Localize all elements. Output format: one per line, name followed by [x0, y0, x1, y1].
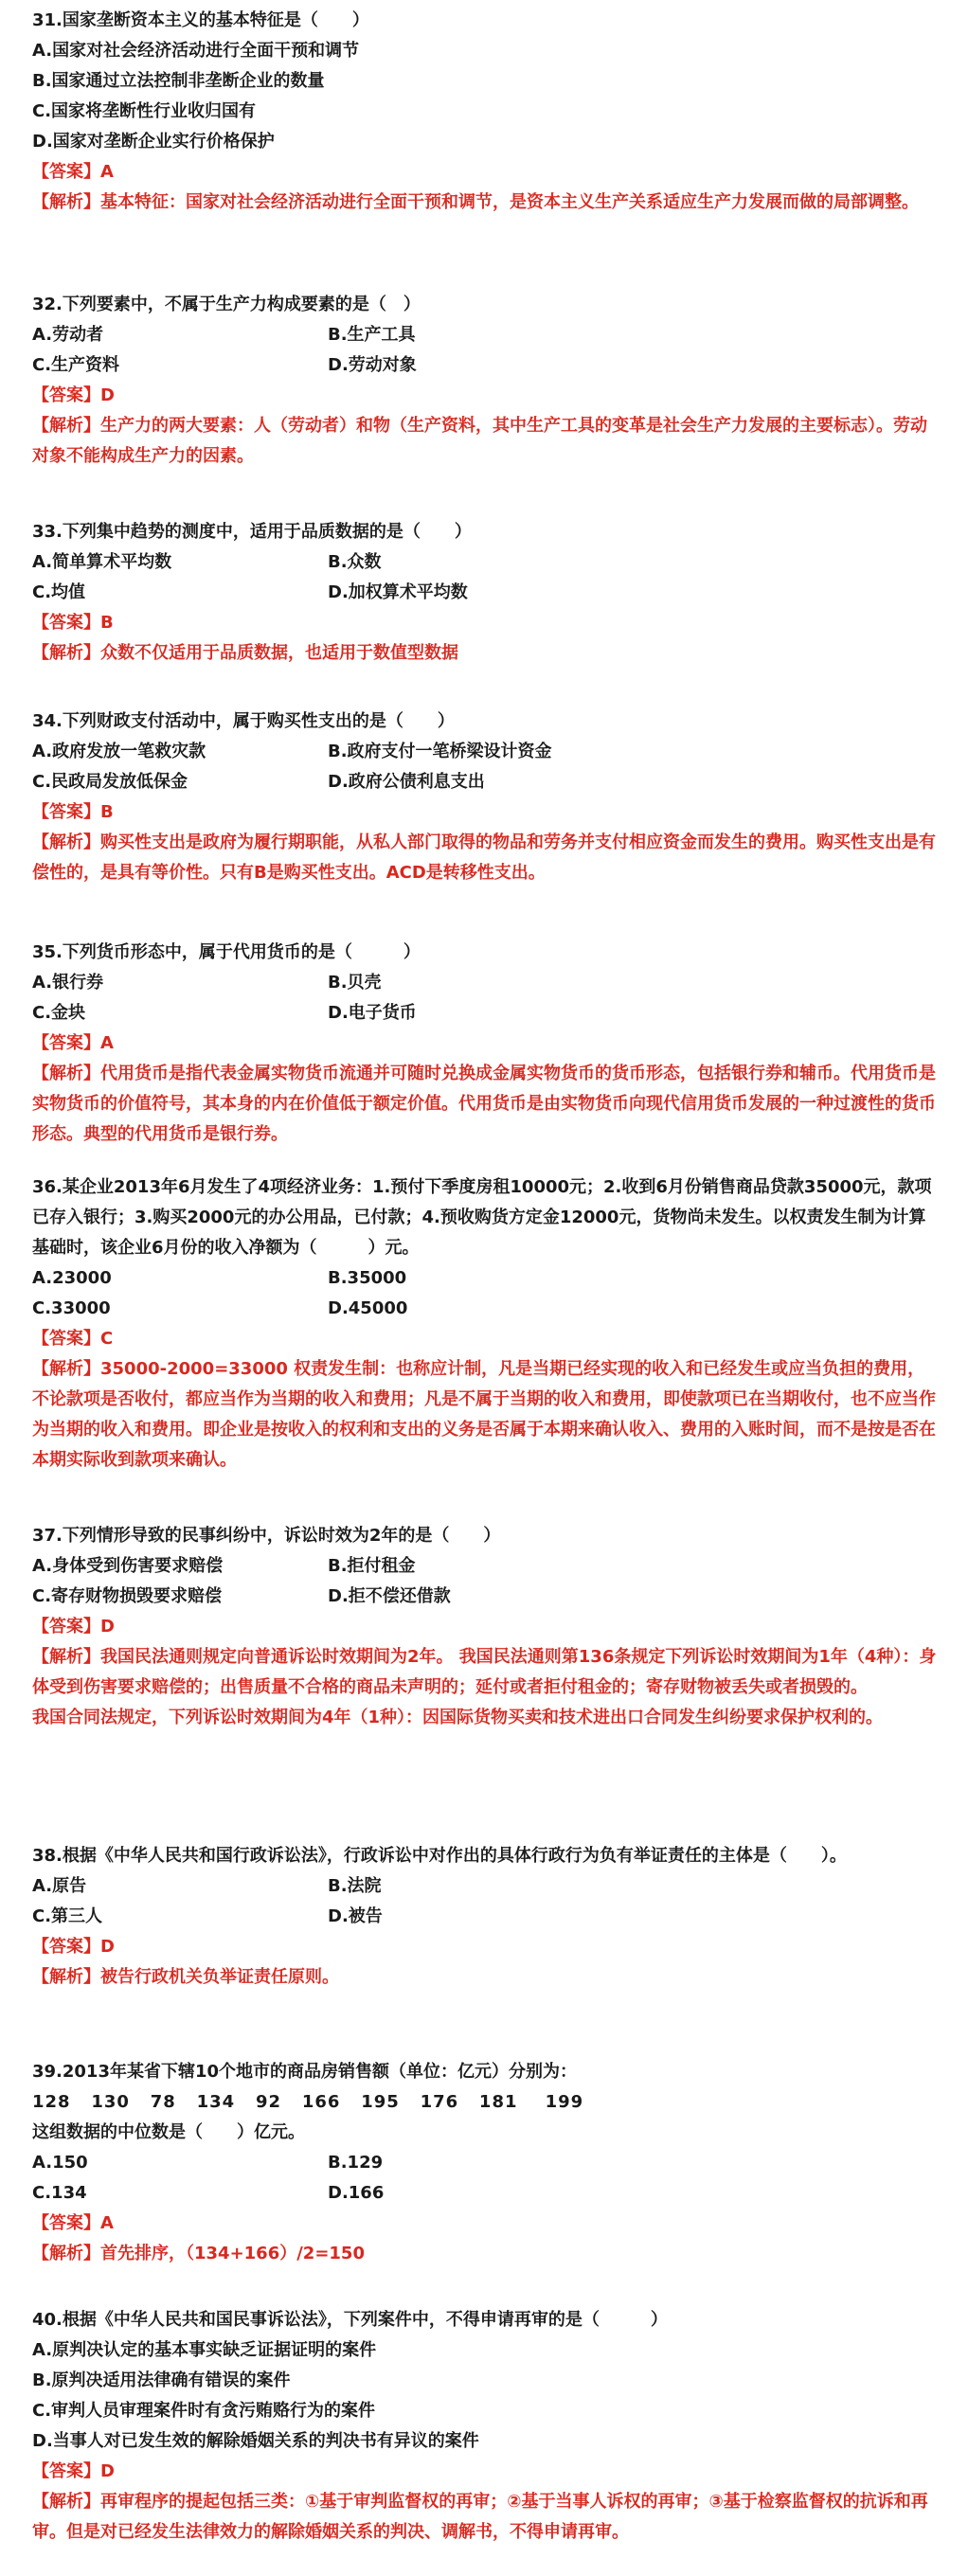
analysis: 【解析】基本特征：国家对社会经济活动进行全面干预和调节，是资本主义生产关系适应生产力发展而做的局部调整。	[32, 192, 919, 212]
option-c: C.第三人	[32, 1906, 103, 1926]
option-a: A.国家对社会经济活动进行全面干预和调节	[32, 41, 360, 61]
data-values: 128 130 78 134 92 166 195 176 181 199	[32, 2092, 584, 2112]
answer: 【答案】D	[32, 2461, 115, 2481]
option-d: D.45000	[328, 1298, 408, 1318]
option-b: B.拒付租金	[328, 1556, 416, 1576]
answer: 【答案】C	[32, 1329, 114, 1349]
answer: 【答案】D	[32, 385, 115, 405]
option-a: A.身体受到伤害要求赔偿	[32, 1556, 224, 1576]
option-c: C.国家将垄断性行业收归国有	[32, 101, 257, 121]
option-d: D.劳动对象	[328, 355, 417, 375]
answer: 【答案】B	[32, 802, 114, 822]
option-d: D.国家对垄断企业实行价格保护	[32, 132, 275, 152]
question-stem: 34.下列财政支付活动中，属于购买性支出的是（ ）	[32, 711, 455, 731]
analysis-continued: 我国合同法规定，下列诉讼时效期间为4年（1种）：因国际货物买卖和技术进出口合同发生纠纷要求保护权利的。	[32, 1708, 884, 1727]
question-stem: 32.下列要素中，不属于生产力构成要素的是（ ）	[32, 295, 421, 314]
option-b: B.众数	[328, 552, 382, 572]
answer: 【答案】A	[32, 1033, 114, 1053]
analysis: 【解析】生产力的两大要素：人（劳动者）和物（生产资料，其中生产工具的变革是社会生产力发展的主要标志）。劳动对象不能构成生产力的因素。	[32, 416, 927, 466]
option-b: B.原判决适用法律确有错误的案件	[32, 2370, 291, 2390]
option-a: A.原判决认定的基本事实缺乏证据证明的案件	[32, 2340, 377, 2360]
question-stem: 38.根据《中华人民共和国行政诉讼法》，行政诉讼中对作出的具体行政行为负有举证责任的主体是（ ）。	[32, 1846, 847, 1866]
analysis: 【解析】购买性支出是政府为履行期职能，从私人部门取得的物品和劳务并支付相应资金而发生的费用。购买性支出是有偿性的，是具有等价性。只有B是购买性支出。ACD是转移性支出。	[32, 832, 936, 883]
option-c: C.134	[32, 2183, 87, 2203]
option-b: B.35000	[328, 1268, 407, 1288]
option-a: A.政府发放一笔救灾款	[32, 742, 206, 761]
question-32	[32, 290, 941, 472]
option-d: D.166	[328, 2183, 385, 2203]
option-c: C.民政局发放低保金	[32, 772, 188, 792]
option-a: A.原告	[32, 1876, 87, 1896]
option-c: C.审判人员审理案件时有贪污贿赂行为的案件	[32, 2401, 376, 2421]
question-39	[32, 2057, 941, 2269]
question-stem: 39.2013年某省下辖10个地市的商品房销售额（单位：亿元）分别为：	[32, 2062, 578, 2082]
question-40	[32, 2305, 941, 2548]
option-c: C.金块	[32, 1003, 86, 1023]
question-38	[32, 1841, 941, 1993]
question-stem: 35.下列货币形态中，属于代用货币的是（ ）	[32, 942, 421, 962]
question-31	[32, 6, 941, 218]
option-a: A.150	[32, 2153, 88, 2173]
option-a: A.劳动者	[32, 325, 104, 345]
question-36	[32, 1172, 941, 1476]
analysis: 【解析】被告行政机关负举证责任原则。	[32, 1967, 339, 1987]
question-stem: 36.某企业2013年6月发生了4项经济业务：1.预付下季度房租10000元；2.收到6月份销售商品贷款35000元，款项已存入银行；3.购买2000元的办公用品，已付款；4.预收购货方定金12000元，货物尚未发生。以权责发生制为计算基础时，该企业6月份的收入净额为（ ）元。	[32, 1177, 932, 1258]
answer: 【答案】B	[32, 613, 114, 633]
option-a: A.银行券	[32, 973, 104, 993]
answer: 【答案】A	[32, 2213, 114, 2233]
option-c: C.33000	[32, 1298, 111, 1318]
option-d: D.被告	[328, 1906, 383, 1926]
analysis: 【解析】再审程序的提起包括三类：①基于审判监督权的再审；②基于当事人诉权的再审；③基于检察监督权的抗诉和再审。但是对已经发生法律效力的解除婚姻关系的判决、调解书，不得申请再审。	[32, 2492, 928, 2542]
analysis: 【解析】我国民法通则规定向普通诉讼时效期间为2年。 我国民法通则第136条规定下列诉讼时效期间为1年（4种）：身体受到伤害要求赔偿的；出售质量不合格的商品未声明的；延付或者拒付租金的；寄存财物被丢失或者损毁的。	[32, 1647, 937, 1697]
option-a: A.简单算术平均数	[32, 552, 172, 572]
question-stem: 33.下列集中趋势的测度中，适用于品质数据的是（ ）	[32, 522, 472, 542]
question-34	[32, 707, 941, 888]
option-c: C.寄存财物损毁要求赔偿	[32, 1586, 223, 1606]
option-a: A.23000	[32, 1268, 112, 1288]
option-d: D.政府公债利息支出	[328, 772, 485, 792]
option-c: C.生产资料	[32, 355, 120, 375]
option-c: C.均值	[32, 582, 86, 602]
option-b: B.129	[328, 2153, 384, 2173]
question-33	[32, 517, 941, 669]
question-stem: 40.根据《中华人民共和国民事诉讼法》，下列案件中，不得申请再审的是（ ）	[32, 2310, 668, 2330]
question-stem: 37.下列情形导致的民事纠纷中，诉讼时效为2年的是（ ）	[32, 1526, 501, 1546]
option-d: D.电子货币	[328, 1003, 417, 1023]
question-stem-continued: 这组数据的中位数是（ ）亿元。	[32, 2122, 305, 2142]
question-stem: 31.国家垄断资本主义的基本特征是（ ）	[32, 10, 369, 30]
question-35	[32, 938, 941, 1150]
option-b: B.生产工具	[328, 325, 416, 345]
option-d: D.拒不偿还借款	[328, 1586, 451, 1606]
answer: 【答案】D	[32, 1937, 115, 1957]
analysis: 【解析】首先排序，（134+166）/2=150	[32, 2244, 365, 2263]
analysis: 【解析】众数不仅适用于品质数据，也适用于数值型数据	[32, 643, 458, 663]
option-d: D.当事人对已发生效的解除婚姻关系的判决书有异议的案件	[32, 2431, 479, 2451]
option-b: B.政府支付一笔桥梁设计资金	[328, 742, 552, 761]
answer: 【答案】A	[32, 162, 114, 182]
option-b: B.法院	[328, 1876, 382, 1896]
option-b: B.国家通过立法控制非垄断企业的数量	[32, 71, 325, 91]
answer: 【答案】D	[32, 1617, 115, 1637]
question-37	[32, 1521, 941, 1733]
option-d: D.加权算术平均数	[328, 582, 468, 602]
analysis: 【解析】35000-2000=33000 权责发生制：也称应计制，凡是当期已经实现的收入和已经发生或应当负担的费用，不论款项是否收付，都应当作为当期的收入和费用；凡是不属于当期的收入和费用，即使款项已在当期收付，也不应当作为当期的收入和费用。即企业是按收入的权利和支出的义务是否属于本期来确认收入、费用的入账时间，而不是按是否在本期实际收到款项来确认。	[32, 1359, 936, 1470]
option-b: B.贝壳	[328, 973, 382, 993]
analysis: 【解析】代用货币是指代表金属实物货币流通并可随时兑换成金属实物货币的货币形态，包括银行券和辅币。代用货币是实物货币的价值符号，其本身的内在价值低于额定价值。代用货币是由实物货币向现代信用货币发展的一种过渡性的货币形态。典型的代用货币是银行券。	[32, 1064, 936, 1144]
